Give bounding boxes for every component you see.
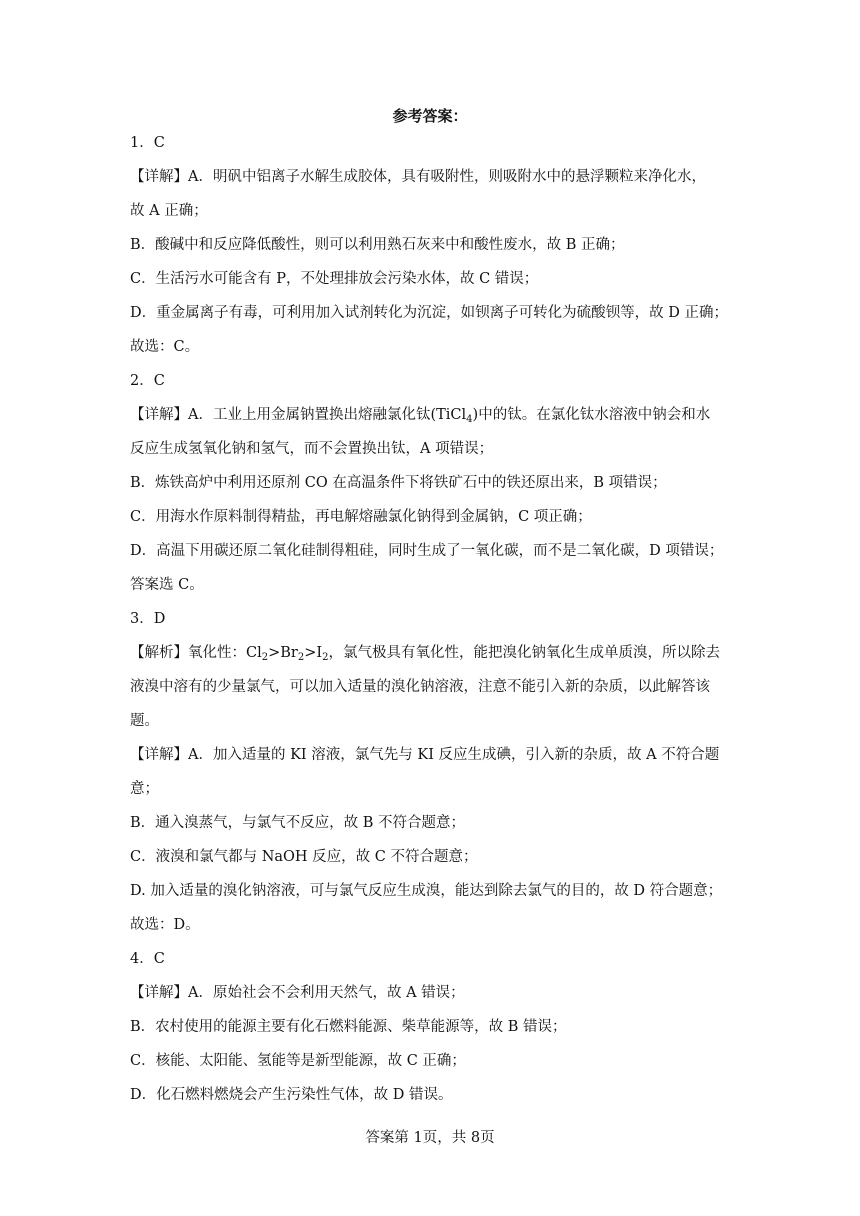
- q4-number: 4．C: [130, 951, 165, 967]
- q1-line-1: 【详解】A．明矾中铝离子水解生成胶体，具有吸附性，则吸附水中的悬浮颗粒来净化水，: [130, 169, 706, 185]
- q2-line-4: C．用海水作原料制得精盐，再电解熔融氯化钠得到金属钠，C 项正确；: [130, 509, 592, 525]
- q3-analysis-line-1: [130, 641, 740, 665]
- q4-line-4: D．化石燃料燃烧会产生污染性气体，故 D 错误。: [130, 1087, 453, 1103]
- page-footer: 答案第 1页，共 8页: [365, 1130, 495, 1146]
- q1-line-2: 故 A 正确；: [130, 203, 208, 219]
- q2-line-1-b: )中的钛。在氯化钛水溶液中钠会和水: [472, 407, 711, 423]
- q2-number: 2．C: [130, 373, 165, 389]
- q1-line-3: B．酸碱中和反应降低酸性，则可以利用熟石灰来中和酸性废水，故 B 正确；: [130, 237, 625, 253]
- q2-line-1-a: 【详解】A．工业上用金属钠置换出熔融氯化钛(TiCl: [130, 407, 467, 423]
- q3-a1-a: 【解析】氧化性：Cl: [130, 645, 262, 661]
- q3-a1-b: >Br: [268, 645, 298, 661]
- q3-detail-line-1: 【详解】A．加入适量的 KI 溶液，氯气先与 KI 反应生成碘，引入新的杂质，故 A 不符合题: [130, 747, 720, 763]
- q4-line-2: B．农村使用的能源主要有化石燃料能源、柴草能源等，故 B 错误；: [130, 1019, 567, 1035]
- q3-a1-d: ，氯气极具有氧化性，能把溴化钠氧化生成单质溴，所以除去: [328, 645, 720, 661]
- q1-line-6: 故选：C。: [130, 339, 200, 355]
- q3-detail-line-3: B．通入溴蒸气，与氯气不反应，故 B 不符合题意；: [130, 815, 466, 831]
- q3-detail-line-2: 意；: [130, 781, 159, 797]
- q2-line-6: 答案选 C。: [130, 577, 204, 593]
- q1-number: 1．C: [130, 135, 165, 151]
- q3-a1-sub-1: 2: [261, 652, 269, 663]
- q1-line-4: C．生活污水可能含有 P，不处理排放会污染水体，故 C 错误；: [130, 271, 539, 287]
- q3-a1-sub-3: 2: [322, 652, 329, 663]
- q3-analysis-line-3: 题。: [130, 713, 159, 729]
- q3-a1-sub-2: 2: [297, 652, 305, 663]
- q2-line-1-sub: 4: [466, 414, 473, 425]
- q2-line-3: B．炼铁高炉中利用还原剂 CO 在高温条件下将铁矿石中的铁还原出来，B 项错误；: [130, 475, 667, 491]
- q3-a1-c: >I: [304, 645, 323, 661]
- q3-detail-line-4: C．液溴和氯气都与 NaOH 反应，故 C 不符合题意；: [130, 849, 478, 865]
- q3-detail-line-5: D. 加入适量的溴化钠溶液，可与氯气反应生成溴，能达到除去氯气的目的，故 D 符合题意；: [130, 883, 723, 899]
- q2-line-2: 反应生成氢氧化钠和氢气，而不会置换出钛，A 项错误；: [130, 441, 494, 457]
- q4-line-3: C．核能、太阳能、氢能等是新型能源，故 C 正确；: [130, 1053, 466, 1069]
- q2-line-5: D．高温下用碳还原二氧化硅制得粗硅，同时生成了一氧化碳，而不是二氧化碳，D 项错误；: [130, 543, 724, 559]
- q4-line-1: 【详解】A．原始社会不会利用天然气，故 A 错误；: [130, 985, 465, 1001]
- q1-line-5: D．重金属离子有毒，可利用加入试剂转化为沉淀，如钡离子可转化为硫酸钡等，故 D 正确；: [130, 305, 728, 321]
- q2-line-1: [130, 403, 740, 427]
- q3-detail-line-6: 故选：D。: [130, 917, 200, 933]
- page-title: 参考答案：: [392, 107, 468, 125]
- q3-analysis-line-2: 液溴中溶有的少量氯气，可以加入适量的溴化钠溶液，注意不能引入新的杂质，以此解答该: [130, 679, 710, 695]
- q3-number: 3．D: [130, 611, 166, 627]
